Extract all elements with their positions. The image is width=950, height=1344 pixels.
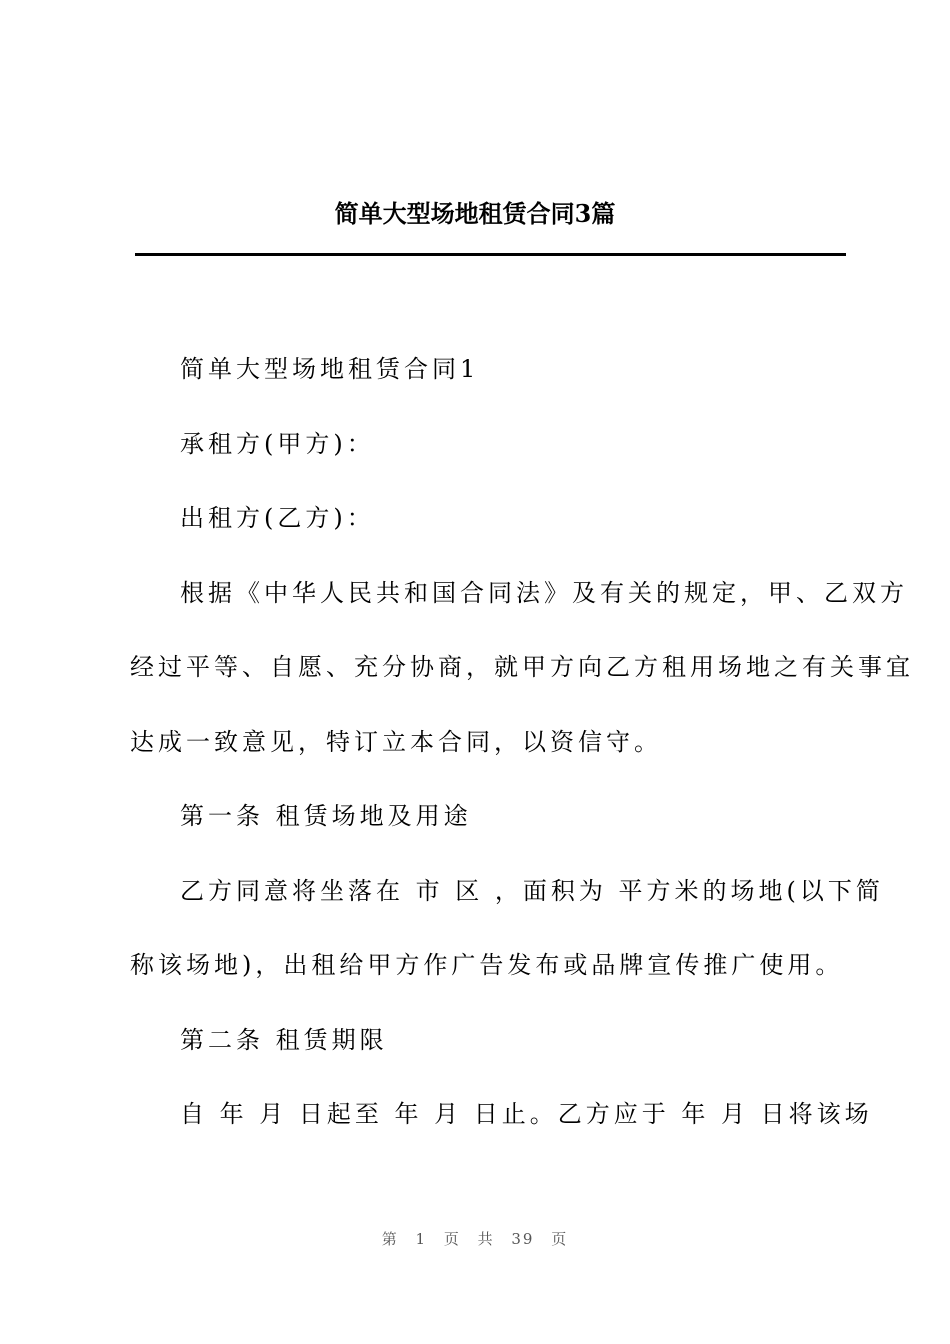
article-heading: 第一条 租赁场地及用途 (180, 802, 472, 830)
paragraph-line: 经过平等、自愿、充分协商，就甲方向乙方租用场地之有关事宜 (130, 653, 914, 681)
paragraph-line: 称该场地)，出租给甲方作广告发布或品牌宣传推广使用。 (130, 951, 844, 979)
paragraph-line: 自 年 月 日起至 年 月 日止。乙方应于 年 月 日将该场 (180, 1100, 873, 1128)
page-number-footer: 第 1 页 共 39 页 (381, 1230, 569, 1248)
paragraph-line: 达成一致意见，特订立本合同，以资信守。 (130, 727, 662, 756)
document-title: 简单大型场地租赁合同3篇 (334, 199, 616, 228)
title-underline (135, 253, 846, 256)
contract-heading: 简单大型场地租赁合同1 (180, 355, 480, 383)
lessor-line: 出租方(乙方)： (180, 504, 375, 532)
document-body (130, 345, 914, 1165)
lessee-line: 承租方(甲方)： (180, 429, 375, 458)
article-heading: 第二条 租赁期限 (180, 1025, 388, 1054)
paragraph-line: 根据《中华人民共和国合同法》及有关的规定，甲、乙双方 (180, 578, 908, 607)
paragraph-line: 乙方同意将坐落在 市 区 ，面积为 平方米的场地(以下简 (180, 876, 884, 905)
